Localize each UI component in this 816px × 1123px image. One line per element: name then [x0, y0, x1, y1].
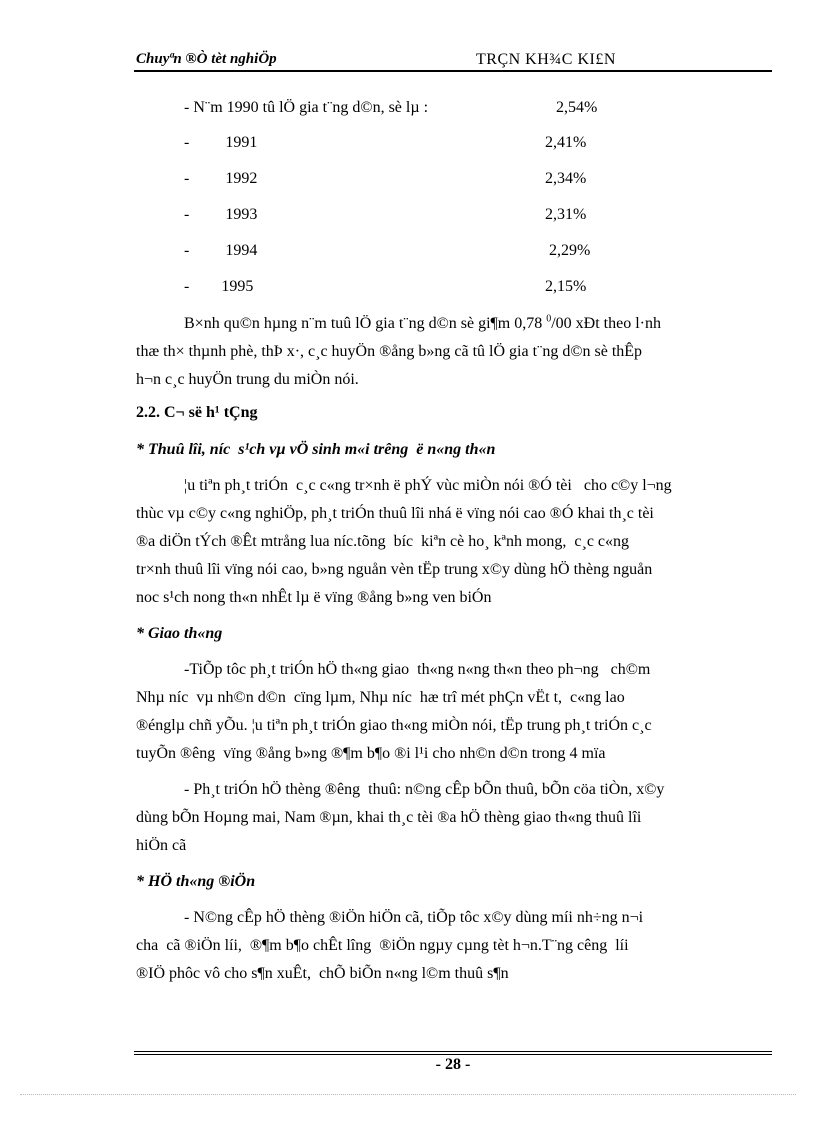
paragraph-line: ®IÖ phôc vô cho s¶n xuÊt, chÕ biÕn n«ng l©m thuû s¶n [136, 965, 509, 982]
paragraph-line: thæ th× thµnh phè, thÞ x·, c¸c huyÖn ®ång b»ng cã tû lÖ gia t¨ng d©n sè thÊp [136, 343, 643, 360]
paragraph-line: - N©ng cÊp hÖ thèng ®iÖn hiÖn cã, tiÕp tôc x©y dùng míi nh÷ng n¬i [184, 909, 644, 926]
rate-label-1991: - 1991 [184, 134, 258, 151]
page-number: - 28 - [435, 1056, 471, 1073]
rate-label-1990: - N¨m 1990 tû lÖ gia t¨ng d©n, sè lµ : [184, 99, 429, 116]
paragraph-text: /00 xÐt theo l·nh [551, 315, 661, 332]
section-title: 2.2. C¬ së h¹ tÇng [136, 404, 258, 421]
subsection-title-irrigation: * Thuû lîi, níc s¹ch vµ vÖ sinh m«i trêng ë n«ng th«n [136, 441, 496, 458]
paragraph-line: - Ph¸t triÓn hÖ thèng ®êng thuû: n©ng cÊp bÕn thuû, bÕn cöa tiÒn, x©y [184, 781, 665, 798]
paragraph-line: hiÖn cã [136, 837, 187, 854]
paragraph-line: ¦u tiªn ph¸t triÓn c¸c c«ng tr×nh ë phÝ vùc miÒn nói ®Ó tèi cho c©y l¬ng [184, 477, 672, 494]
paragraph-line [184, 315, 661, 333]
header-rule [134, 70, 772, 72]
paragraph-line: tr×nh thuû lîi vïng nói cao, b»ng nguån vèn tËp trung x©y dùng hÖ thèng nguån [136, 561, 653, 578]
rate-value-1990: 2,54% [556, 99, 598, 116]
subsection-title-transport: * Giao th«ng [136, 625, 223, 642]
footer-rule [134, 1054, 772, 1055]
paragraph-line: Nhµ níc vµ nh©n d©n cïng lµm, Nhµ níc hæ trî mét phÇn vËt t, c«ng lao [136, 689, 625, 706]
paragraph-line: dùng bÕn Hoµng mai, Nam ®µn, khai th¸c tèi ®a hÖ thèng giao th«ng thuû lîi [136, 809, 642, 826]
superscript: 0 [546, 313, 552, 325]
rate-label-1993: - 1993 [184, 206, 258, 223]
rate-value-1995: 2,15% [545, 278, 587, 295]
paragraph-line: -TiÕp tôc ph¸t triÓn hÖ th«ng giao th«ng n«ng th«n theo ph¬ng ch©m [184, 661, 651, 678]
paragraph-line: cha cã ®iÖn líi, ®¶m b¶o chÊt lîng ®iÖn ngµy cµng tèt h¬n.T¨ng cêng líi [136, 937, 629, 954]
paragraph-line: thùc vµ c©y c«ng nghiÖp, ph¸t triÓn thuû lîi nhá ë vïng nói cao ®Ó khai th¸c tèi [136, 505, 654, 522]
paragraph-line: h¬n c¸c huyÖn trung du miÒn nói. [136, 371, 359, 388]
rate-value-1993: 2,31% [545, 206, 587, 223]
footer-rule [134, 1051, 772, 1052]
paragraph-line: ®a diÖn tÝch ®Êt mtrång lua níc.tõng bíc kiªn cè ho¸ kªnh mong, c¸c c«ng [136, 533, 630, 550]
page-edge-divider [20, 1094, 796, 1095]
paragraph-line: tuyÕn ®êng vïng ®ång b»ng ®¶m b¶o ®i l¹i cho nh©n d©n trong 4 mïa [136, 745, 606, 762]
paragraph-line: noc s¹ch nong th«n nhÊt lµ ë vïng ®ång b»ng ven biÓn [136, 589, 492, 606]
paragraph-text: B×nh qu©n hµng n¨m tuû lÖ gia t¨ng d©n sè gi¶m 0,78 [184, 315, 547, 332]
subsection-title-electricity: * HÖ th«ng ®iÖn [136, 873, 256, 890]
page-header-right: TRÇN KH¾C KI£N [476, 51, 616, 68]
page-header-left: Chuyªn ®Ò tèt nghiÖp [136, 51, 277, 67]
rate-value-1991: 2,41% [545, 134, 587, 151]
rate-value-1994: 2,29% [549, 242, 591, 259]
rate-label-1995: - 1995 [184, 278, 254, 295]
rate-label-1992: - 1992 [184, 170, 258, 187]
rate-label-1994: - 1994 [184, 242, 258, 259]
paragraph-line: ®énglµ chñ yÕu. ¦u tiªn ph¸t triÓn giao th«ng miÒn nói, tËp trung ph¸t triÓn c¸c [136, 717, 652, 734]
rate-value-1992: 2,34% [545, 170, 587, 187]
